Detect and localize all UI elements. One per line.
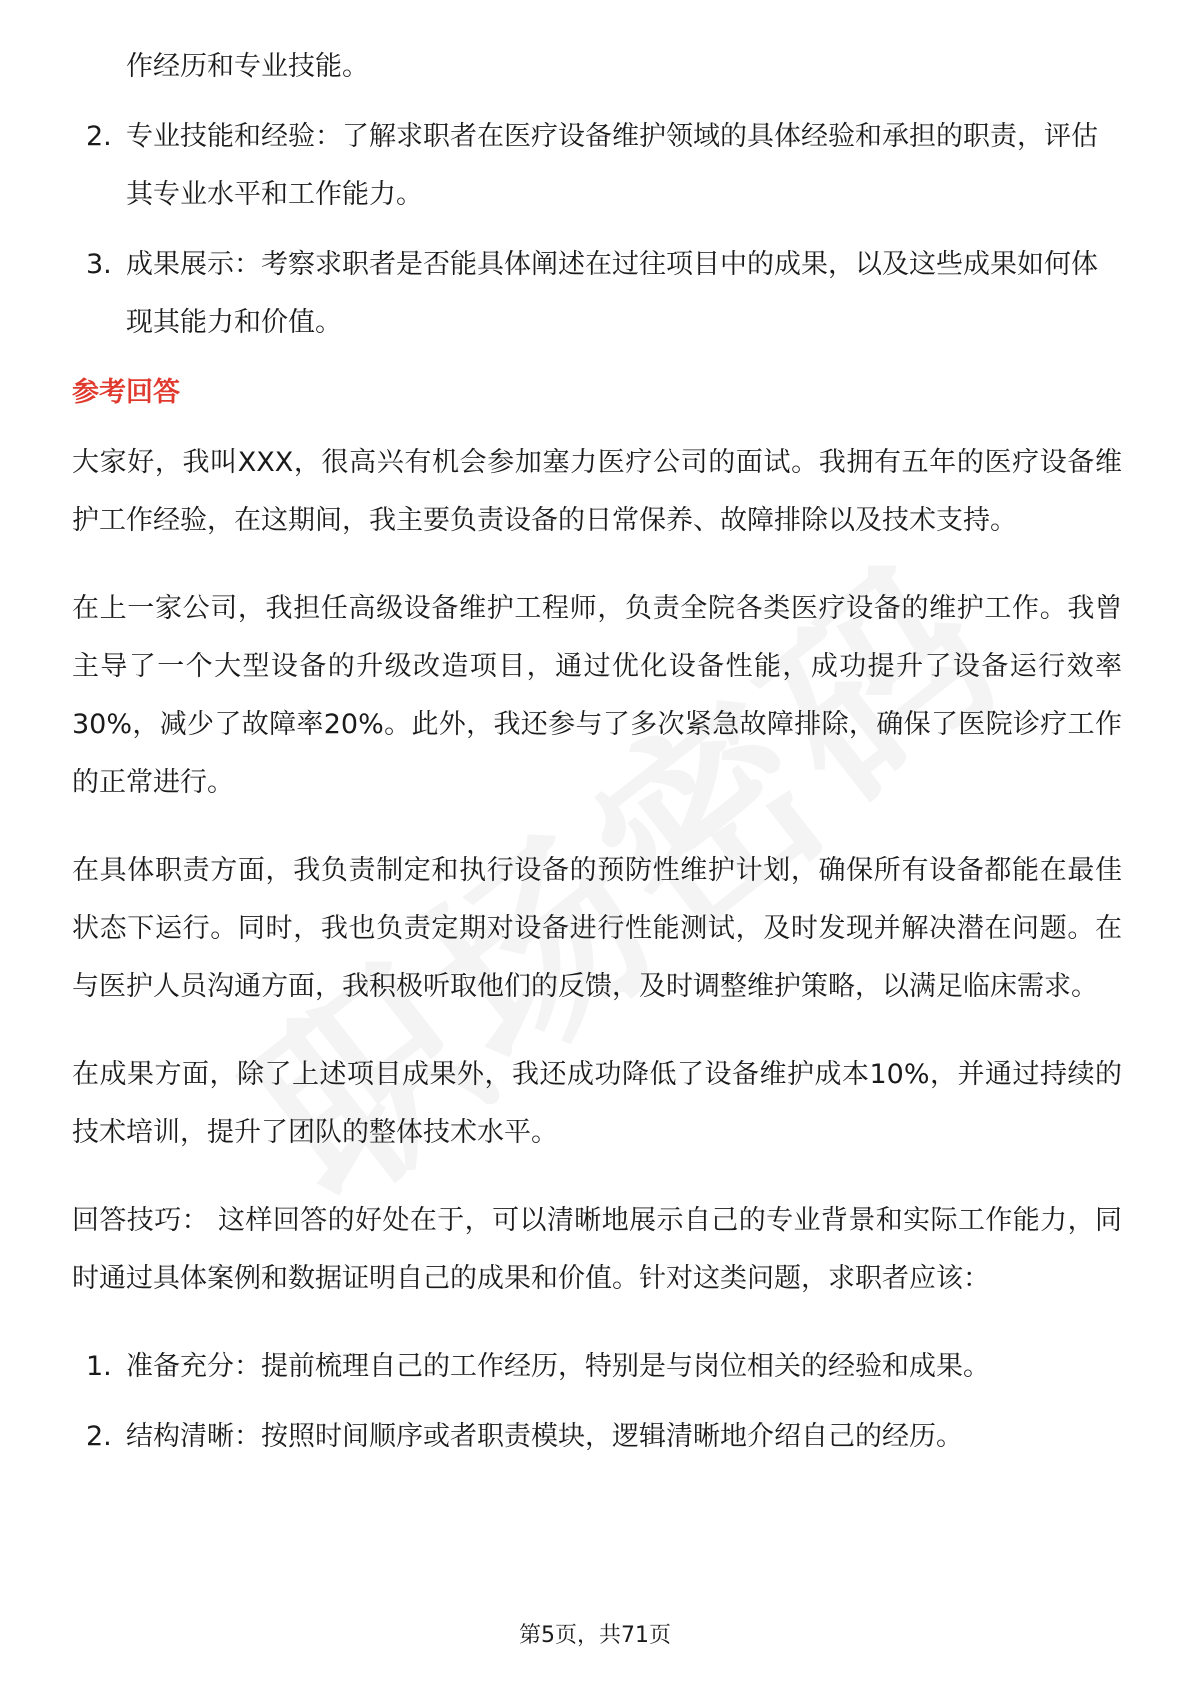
page-footer: 第5页，共71页 [519, 1623, 671, 1648]
list-item-text: 结构清晰：按照时间顺序或者职责模块，逻辑清晰地介绍自己的经历。 [126, 1421, 963, 1452]
top-list-continuation [72, 38, 1122, 96]
list-item-number: 3. [86, 249, 112, 280]
list-item-number: 2. [86, 121, 112, 152]
list-item [72, 236, 1122, 352]
paragraph: 在具体职责方面，我负责制定和执行设备的预防性维护计划，确保所有设备都能在最佳状态下运行。同时，我也负责定期对设备进行性能测试，及时发现并解决潜在问题。在与医护人员沟通方面，我积极听取他们的反馈，及时调整维护策略，以满足临床需求。 [72, 855, 1122, 1002]
bottom-list [72, 1338, 1122, 1466]
list-item [72, 108, 1122, 224]
list-item-text: 准备充分：提前梳理自己的工作经历，特别是与岗位相关的经验和成果。 [126, 1351, 990, 1382]
top-list [72, 108, 1122, 352]
section-heading: 参考回答 [72, 377, 180, 408]
paragraph: 在成果方面，除了上述项目成果外，我还成功降低了设备维护成本10%，并通过持续的技术培训，提升了团队的整体技术水平。 [72, 1059, 1122, 1148]
list-item-number: 2. [86, 1421, 112, 1452]
list-item-continuation [72, 38, 1122, 96]
list-item-text: 作经历和专业技能。 [126, 51, 369, 82]
list-item [72, 1408, 1122, 1466]
list-item-text: 专业技能和经验：了解求职者在医疗设备维护领域的具体经验和承担的职责，评估其专业水平和工作能力。 [126, 121, 1098, 210]
list-item-text: 成果展示：考察求职者是否能具体阐述在过往项目中的成果，以及这些成果如何体现其能力和价值。 [126, 249, 1098, 338]
list-item-number: 1. [86, 1351, 112, 1382]
paragraph: 回答技巧： 这样回答的好处在于，可以清晰地展示自己的专业背景和实际工作能力，同时通过具体案例和数据证明自己的成果和价值。针对这类问题，求职者应该： [72, 1205, 1122, 1294]
page-content [72, 38, 1122, 1466]
paragraph: 大家好，我叫XXX，很高兴有机会参加塞力医疗公司的面试。我拥有五年的医疗设备维护工作经验，在这期间，我主要负责设备的日常保养、故障排除以及技术支持。 [72, 447, 1122, 536]
paragraph: 在上一家公司，我担任高级设备维护工程师，负责全院各类医疗设备的维护工作。我曾主导了一个大型设备的升级改造项目，通过优化设备性能，成功提升了设备运行效率30%，减少了故障率20%。此外，我还参与了多次紧急故障排除，确保了医院诊疗工作的正常进行。 [72, 593, 1122, 798]
list-item [72, 1338, 1122, 1396]
